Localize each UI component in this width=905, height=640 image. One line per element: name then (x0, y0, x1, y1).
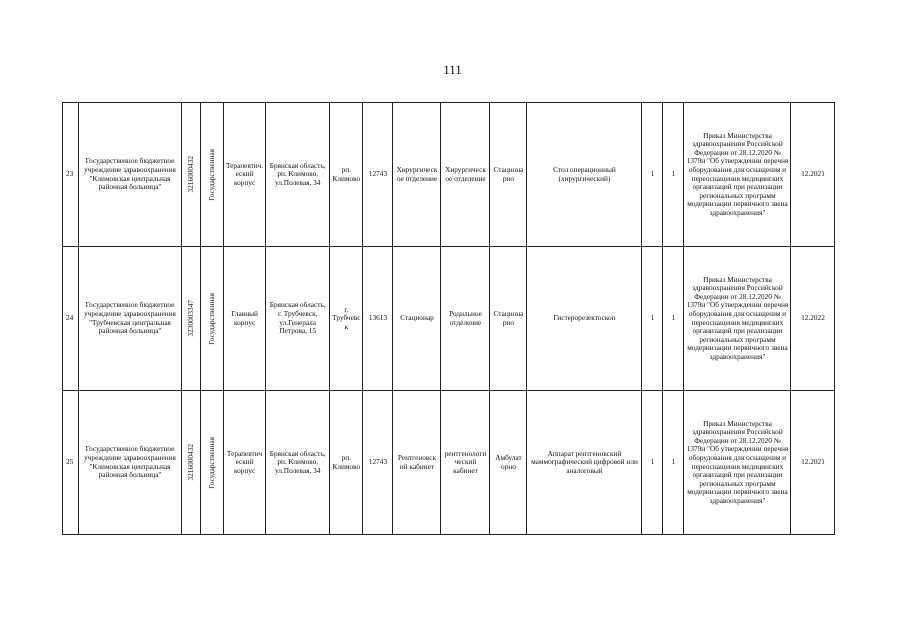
locality-code: 12743 (363, 103, 393, 247)
inn-cell (182, 103, 201, 247)
inn-value: 3216000432 (185, 156, 195, 193)
ownership-cell (201, 247, 224, 391)
table-row (63, 391, 835, 535)
equipment-name: Гистерорезектоскоп (527, 247, 642, 391)
ownership-value: Государственная (206, 436, 216, 489)
inn-value: 3216000432 (185, 444, 195, 481)
care-type: Стациона рно (490, 103, 527, 247)
equipment-name: Стол операционный (хирургический) (527, 103, 642, 247)
building-name: Терапевтич. еский корпус (224, 103, 266, 247)
row-number: 25 (63, 391, 79, 535)
deadline-date: 12.2021 (791, 391, 835, 535)
page-number: 111 (443, 62, 462, 77)
deadline-date: 12.2021 (791, 103, 835, 247)
deadline-date: 12.2022 (791, 247, 835, 391)
inn-cell (182, 391, 201, 535)
ownership-value: Государственная (206, 148, 216, 201)
quantity-a: 1 (642, 103, 663, 247)
sub-department: Хирургическ ое отделение (441, 103, 490, 247)
sub-department: Родильное отделение (441, 247, 490, 391)
quantity-b: 1 (663, 103, 684, 247)
quantity-b: 1 (663, 391, 684, 535)
institution-name: Государственное бюджетное учреждение здравоохранения "Климовская центральная районная больница" (79, 391, 182, 535)
table-row (63, 247, 835, 391)
ownership-cell (201, 103, 224, 247)
table-row (63, 103, 835, 247)
care-type: Стациона рно (490, 247, 527, 391)
legal-basis: Приказ Министерства здравоохранения Российской Федерации от 28.12.2020 № 1379н "Об утверждении перечня оборудования для оснащения и переоснащения медицинских организаций при реализации региональных программ модернизации первичного звена здравоохранения" (684, 103, 791, 247)
institution-name: Государственное бюджетное учреждение здравоохранения "Климовская центральная районная больница" (79, 103, 182, 247)
equipment-table (62, 102, 835, 535)
locality-code: 12743 (363, 391, 393, 535)
quantity-a: 1 (642, 247, 663, 391)
row-number: 23 (63, 103, 79, 247)
address: Брянская область, рп. Климово, ул.Полевая, 34 (266, 103, 330, 247)
locality-code: 13613 (363, 247, 393, 391)
building-name: Главный корпус (224, 247, 266, 391)
row-number: 24 (63, 247, 79, 391)
sub-department: рентгенологи ческий кабинет (441, 391, 490, 535)
address: Брянская область, г. Трубчевск, ул.Генерала Петрова, 15 (266, 247, 330, 391)
institution-name: Государственное бюджетное учреждение здравоохранения "Трубчевская центральная районная больница" (79, 247, 182, 391)
quantity-b: 1 (663, 247, 684, 391)
department: Стационар (393, 247, 441, 391)
locality: рп. Климово (330, 391, 363, 535)
equipment-name: Аппарат рентгеновский маммографический цифровой или аналоговый (527, 391, 642, 535)
locality: г. Трубчевс к (330, 247, 363, 391)
legal-basis: Приказ Министерства здравоохранения Российской Федерации от 28.12.2020 № 1379н "Об утверждении перечня оборудования для оснащения и переоснащения медицинских организаций при реализации региональных программ модернизации первичного звена здравоохранения" (684, 391, 791, 535)
ownership-value: Государственная (206, 292, 216, 345)
inn-value: 3230003347 (185, 300, 195, 337)
quantity-a: 1 (642, 391, 663, 535)
care-type: Амбулат орно (490, 391, 527, 535)
department: Хирургическ ое отделение (393, 103, 441, 247)
ownership-cell (201, 391, 224, 535)
legal-basis: Приказ Министерства здравоохранения Российской Федерации от 28.12.2020 № 1379н "Об утверждении перечня оборудования для оснащения и переоснащения медицинских организаций при реализации региональных программ модернизации первичного звена здравоохранения" (684, 247, 791, 391)
locality: рп. Климово (330, 103, 363, 247)
department: Рентгеновск ий кабинет (393, 391, 441, 535)
building-name: Терапевтич еский корпус (224, 391, 266, 535)
address: Брянская область, рп. Климово, ул.Полевая, 34 (266, 391, 330, 535)
inn-cell (182, 247, 201, 391)
